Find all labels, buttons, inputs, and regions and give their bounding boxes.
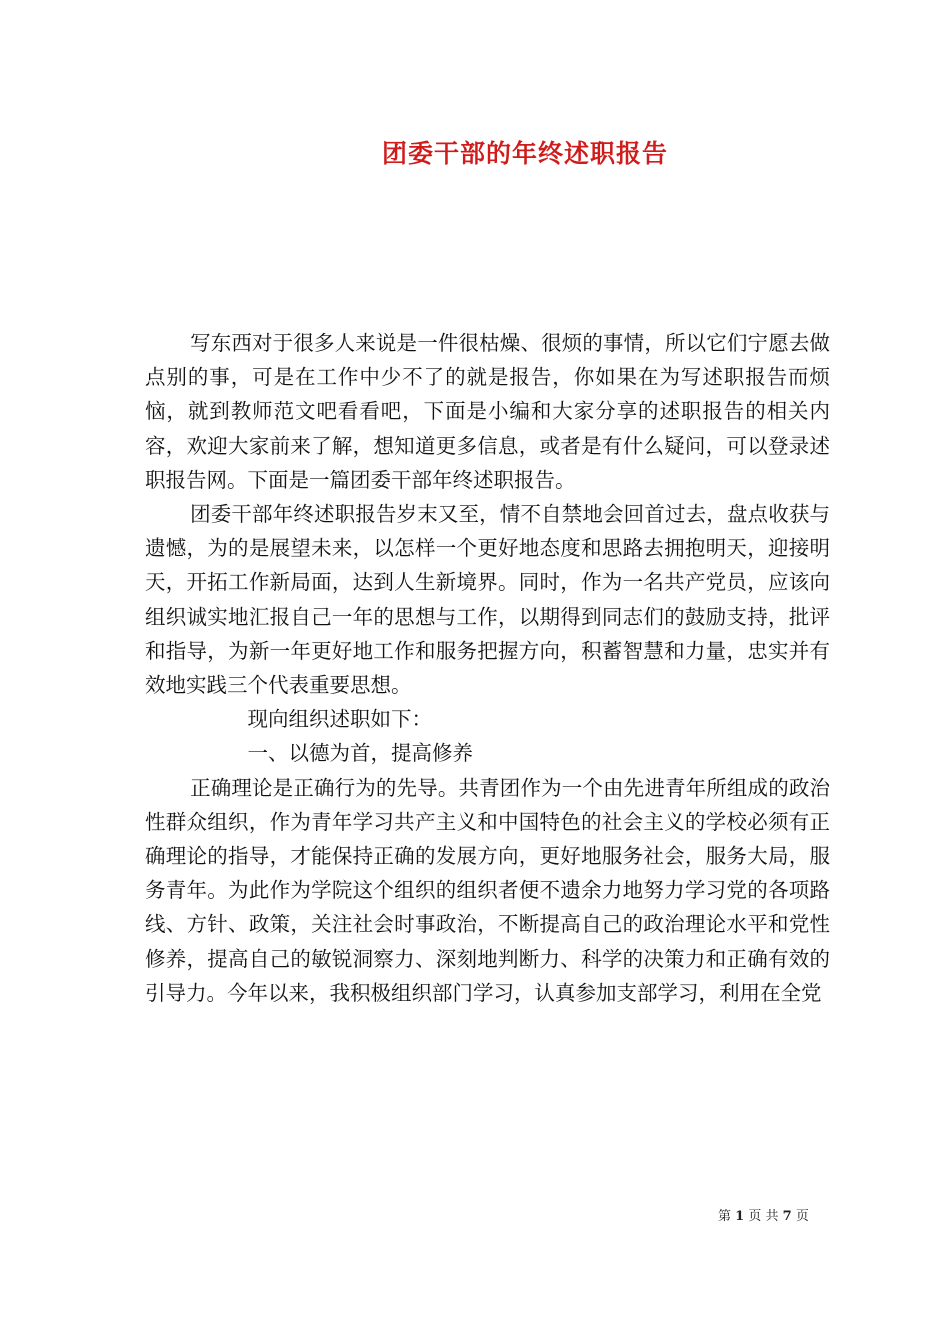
paragraph-statement: 现向组织述职如下： xyxy=(247,707,432,732)
footer-prefix: 第 xyxy=(718,1209,732,1224)
section-heading-1: 一、以德为首，提高修养 xyxy=(247,741,473,766)
footer-middle: 页 共 xyxy=(748,1209,779,1224)
paragraph-intro: 写东西对于很多人来说是一件很枯燥、很烦的事情，所以它们宁愿去做点别的事，可是在工作中少不了的就是报告，你如果在为写述职报告而烦恼，就到教师范文吧看看吧，下面是小编和大家分享的述职报告的相关内容，欢迎大家前来了解，想知道更多信息，或者是有什么疑问，可以登录述职报告网。下面是一篇团委干部年终述职报告。 xyxy=(145,331,830,492)
document-body xyxy=(145,326,830,1010)
footer-suffix: 页 xyxy=(795,1209,809,1224)
document-title: 团委干部的年终述职报告 xyxy=(381,139,668,168)
footer-current-page: 1 xyxy=(735,1209,745,1224)
page-footer xyxy=(718,1205,809,1224)
footer-total-pages: 7 xyxy=(782,1209,792,1224)
paragraph-theory: 正确理论是正确行为的先导。共青团作为一个由先进青年所组成的政治性群众组织，作为青年学习共产主义和中国特色的社会主义的学校必须有正确理论的指导，才能保持正确的发展方向，更好地服务社会，服务大局，服务青年。为此作为学院这个组织的组织者便不遗余力地努力学习党的各项路线、方针、政策，关注社会时事政治，不断提高自己的政治理论水平和党性修养，提高自己的敏锐洞察力、深刻地判断力、科学的决策力和正确有效的引导力。今年以来，我积极组织部门学习，认真参加支部学习，利用在全党 xyxy=(145,775,830,1005)
paragraph-report-opening: 团委干部年终述职报告岁末又至，情不自禁地会回首过去，盘点收获与遗憾，为的是展望未来，以怎样一个更好地态度和思路去拥抱明天，迎接明天，开拓工作新局面，达到人生新境界。同时，作为一名共产党员，应该向组织诚实地汇报自己一年的思想与工作，以期得到同志们的鼓励支持，批评和指导，为新一年更好地工作和服务把握方向，积蓄智慧和力量，忠实并有效地实践三个代表重要思想。 xyxy=(145,502,830,698)
